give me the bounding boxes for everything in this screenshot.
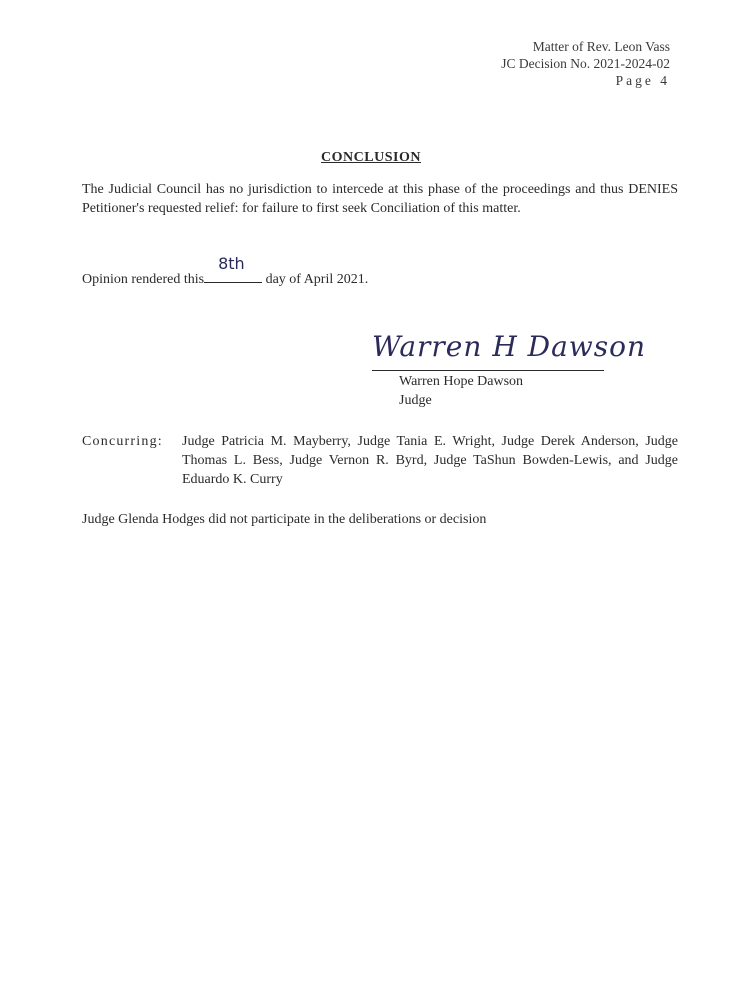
day-blank [204,254,262,283]
page-number: Page 4 [615,73,670,88]
section-heading: CONCLUSION [321,150,421,165]
matter-title: Matter of Rev. Leon Vass [532,39,670,54]
concurring-label: Concurring: [82,434,163,449]
opinion-suffix: day of April 2021. [265,272,369,287]
nonparticipation-note: Judge Glenda Hodges did not participate in the deliberations or decision [82,512,487,527]
handwritten-signature: Warren H Dawson [372,330,646,363]
opinion-prefix: Opinion rendered this [82,272,205,287]
handwritten-day: 8th [218,254,245,273]
signatory-title: Judge [399,393,432,408]
signature-line [372,370,604,371]
decision-number: JC Decision No. 2021-2024-02 [501,56,670,71]
concurring-block [82,432,678,489]
concurring-judges: Judge Patricia M. Mayberry, Judge Tania E. Wright, Judge Derek Anderson, Judge Thomas L. Bess, Judge Vernon R. Byrd, Judge TaShun Bowden-Lewis, and Judge Eduardo K. Curry [182,434,678,487]
page-header [501,38,670,89]
opinion-date-line [82,254,369,288]
conclusion-paragraph: The Judicial Council has no jurisdiction to intercede at this phase of the proceedings and thus DENIES Petitioner's requested relief: for failure to first seek Conciliation of this matter. [82,182,678,216]
signatory-block [399,372,523,410]
signatory-name: Warren Hope Dawson [399,374,524,389]
